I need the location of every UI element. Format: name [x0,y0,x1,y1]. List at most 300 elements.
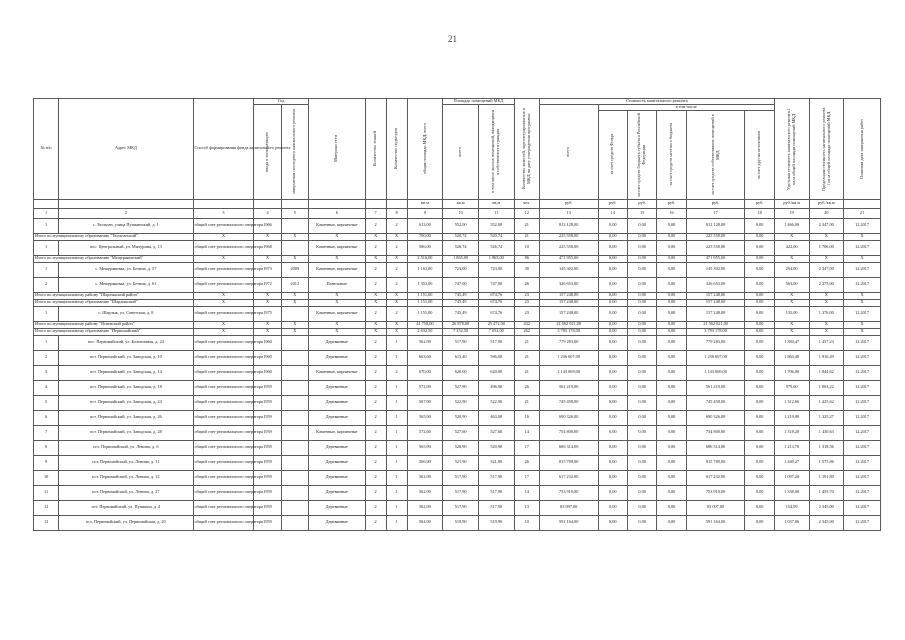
table-cell: 145 302,00 [686,262,745,277]
table-row [34,485,881,500]
table-cell: общий счет регионального оператора [193,277,254,292]
table-cell: 1959 [254,515,281,530]
table-cell: 12.2017 [844,306,881,321]
table-cell: 0,00 [657,500,686,515]
table-cell [281,306,308,321]
subtotal-cell: X [308,233,365,240]
table-cell: 2 [386,240,407,255]
table-cell [281,440,308,455]
table-cell: 0,00 [745,515,774,530]
subtotal-cell: X [308,255,365,262]
subtotal-cell: X [386,233,407,240]
table-cell: 12.2017 [844,455,881,470]
table-cell: 1 863,48 [774,350,809,365]
table-cell: общий счет регионального оператора [193,262,254,277]
table-cell: 519,90 [443,515,479,530]
table-cell: 0,00 [745,380,774,395]
subtotal-cell: 674,76 [478,299,514,306]
table-cell: 0,00 [598,410,627,425]
table-cell: 723,00 [478,262,514,277]
table-cell: 812 128,00 [539,218,598,233]
subtotal-cell: X [809,233,844,240]
header-fund-method: Способ формирования фонда капитального ремонта [193,99,254,200]
table-cell: 779 283,00 [686,335,745,350]
subtotal-cell: X [809,255,844,262]
table-cell: 12.2017 [844,365,881,380]
subtotal-cell: X [809,299,844,306]
table-cell: 17 [514,470,539,485]
table-cell: 521,90 [443,455,479,470]
table-cell: 2 [386,306,407,321]
table-cell: 517,90 [443,335,479,350]
table-cell: 1 [34,262,59,277]
subtotal-cell: X [308,321,365,328]
subtotal-cell: 0,00 [657,321,686,328]
table-cell: 0,00 [657,306,686,321]
table-cell: 12.2017 [844,410,881,425]
table-cell: 591 164,00 [686,515,745,530]
column-number-cell: 12 [514,208,539,218]
table-row [34,455,881,470]
table-cell [281,350,308,365]
table-cell: 1 213,78 [774,440,809,455]
header-no: № п/п [34,99,59,200]
subtotal-cell: X [386,328,407,335]
subtotal-row [34,328,881,335]
table-cell: 1 [386,470,407,485]
table-cell: 21 [514,365,539,380]
table-cell: 1 [386,485,407,500]
table-cell: общий счет регионального оператора [193,335,254,350]
table-cell: пос. Центральный, ул. Мичурина, д. 13 [59,240,193,255]
table-cell: 0,00 [598,262,627,277]
column-number-cell: 9 [407,208,443,218]
unit-cell: руб. [539,199,598,208]
unit-cell [193,199,254,208]
table-cell: 154,99 [774,500,809,515]
table-cell: 620,00 [443,365,479,380]
table-cell: общий счет регионального оператора [193,515,254,530]
table-cell: 779 283,00 [539,335,598,350]
subtotal-cell: X [365,299,386,306]
subtotal-label: Итого по муниципальному образованию "Шарлыкский" [34,299,194,306]
table-cell: 0,00 [745,425,774,440]
table-cell: 12 [34,500,59,515]
table-cell: 1966 [254,218,281,233]
table-cell: 0,00 [598,240,627,255]
table-row [34,240,881,255]
unit-cell [844,199,881,208]
table-cell: 12.2017 [844,440,881,455]
table-cell: 0,00 [745,277,774,292]
table-cell: 17 [514,440,539,455]
subtotal-cell: 21 562 021,00 [539,321,598,328]
table-cell: 16 [514,410,539,425]
registry-table [33,98,881,531]
table-cell: 552,00 [443,218,479,233]
table-cell: общий счет регионального оператора [193,425,254,440]
table-cell: 2 [365,395,386,410]
table-cell: 14 [514,425,539,440]
table-cell: 1 706,00 [774,365,809,380]
table-cell: 0,00 [598,440,627,455]
table-cell: 745 458,00 [686,395,745,410]
table-cell: 1 [386,395,407,410]
table-cell: 0,00 [657,395,686,410]
column-number-cell: 5 [281,208,308,218]
subtotal-label: Итого по муниципальному образованию "Первомайский" [34,328,194,335]
table-cell: 2 [365,515,386,530]
table-cell: 0,00 [598,365,627,380]
table-cell [281,335,308,350]
table-cell: 13 [514,500,539,515]
table-cell: общий счет регионального оператора [193,350,254,365]
table-cell: 0,00 [598,425,627,440]
table-cell: 12.2017 [844,335,881,350]
table-cell: общий счет регионального оператора [193,500,254,515]
subtotal-cell: X [844,255,881,262]
table-cell: пст. Первомайский, ул. Заводская, д. 10 [59,350,193,365]
subtotal-cell: X [809,321,844,328]
unit-cell [365,199,386,208]
table-cell [281,425,308,440]
column-number-cell: 15 [627,208,656,218]
table-cell: 1960 [254,365,281,380]
subtotal-cell: 0,00 [627,328,656,335]
subtotal-label: Итого по муниципальному району "Ясненский район" [34,321,194,328]
unit-cell: руб. [627,199,656,208]
table-cell: 1 430,63 [809,425,844,440]
table-cell [281,500,308,515]
table-cell: 613,40 [443,350,479,365]
table-cell [281,380,308,395]
table-cell: 1 [386,455,407,470]
table-cell: 0,00 [745,240,774,255]
table-cell: с. Шарлык, ул. Советская, д. 8 [59,306,193,321]
subtotal-cell: 0,00 [745,299,774,306]
table-cell [281,485,308,500]
table-cell: 5 [34,395,59,410]
page-number: 21 [448,34,457,44]
subtotal-cell: 0,00 [627,255,656,262]
table-cell: 0,00 [627,440,656,455]
table-cell: 12.2017 [844,262,881,277]
table-row [34,306,881,321]
table-cell: 812 128,00 [686,218,745,233]
table-cell: 26 [514,380,539,395]
unit-cell [281,199,308,208]
table-cell: 23 [514,306,539,321]
table-cell: 2 347,00 [809,218,844,233]
table-cell: 1 143 069,00 [686,365,745,380]
table-cell: 0,00 [598,500,627,515]
subtotal-cell: 86 [514,255,539,262]
subtotal-cell: X [254,292,281,299]
table-cell: 463,00 [478,410,514,425]
table-cell: 1 457,23 [809,335,844,350]
subtotal-cell: 2 516,00 [407,255,443,262]
table-cell: 2 [365,380,386,395]
table-cell: 754 800,00 [686,425,745,440]
table-cell: 690 326,00 [539,410,598,425]
table-cell: 517,90 [443,485,479,500]
header-fund: за счет средств Фонда [598,110,627,199]
table-cell: 1 466,00 [774,218,809,233]
table-cell: 561 219,00 [686,380,745,395]
table-cell: 2 [365,440,386,455]
table-cell: 2 [365,410,386,425]
subtotal-cell: X [844,299,881,306]
unit-cell: руб./кв.м [809,199,844,208]
table-cell: 12.2017 [844,470,881,485]
table-cell: 1959 [254,470,281,485]
table-cell: 566,90 [407,455,443,470]
table-cell: 567,90 [407,395,443,410]
table-cell: 2009 [281,262,308,277]
subtotal-cell: X [193,255,254,262]
table-row [34,500,881,515]
table-cell: 527,60 [478,425,514,440]
table-cell: 2 [365,240,386,255]
table-cell: 1 376,00 [809,306,844,321]
header-regional: за счет средств бюджета субъекта Российской Федерации [627,110,656,199]
subtotal-cell: 1 865,00 [478,255,514,262]
header-entrances: Количество подъездов [386,99,407,200]
subtotal-cell: 0,00 [598,255,627,262]
table-cell: общий счет регионального оператора [193,365,254,380]
table-cell: 0,00 [627,455,656,470]
subtotal-cell: 432 [514,321,539,328]
table-cell: Каменные, кирпичные [308,425,365,440]
subtotal-cell: 674,76 [478,292,514,299]
subtotal-cell: X [809,328,844,335]
subtotal-cell: X [193,292,254,299]
subtotal-cell: 23 [514,292,539,299]
table-cell: 586,00 [407,240,443,255]
table-cell: общий счет регионального оператора [193,218,254,233]
header-floors: Количество этажей [365,99,386,200]
table-cell: 2 [386,365,407,380]
subtotal-cell: 0,00 [598,299,627,306]
table-cell: 562,90 [407,485,443,500]
subtotal-cell: 0,00 [745,292,774,299]
table-cell: 157 248,00 [539,306,598,321]
table-cell: 1 318,20 [774,425,809,440]
table-cell: 1960 [254,335,281,350]
table-cell: Каменные, кирпичные [308,365,365,380]
table-cell: 0,00 [627,218,656,233]
table-cell: 522,90 [443,395,479,410]
table-cell: 11 [34,485,59,500]
subtotal-cell: X [281,292,308,299]
subtotal-cell: X [844,292,881,299]
table-row [34,410,881,425]
table-cell: 0,00 [657,485,686,500]
table-cell: Деревянные [308,485,365,500]
table-cell: 2 [365,470,386,485]
table-cell: 1 143 069,00 [539,365,598,380]
table-cell: 0,00 [627,410,656,425]
table-cell: 565,90 [407,410,443,425]
table-cell [281,240,308,255]
table-cell: 0,00 [657,240,686,255]
table-cell: 12.2017 [844,425,881,440]
table-cell: 0,00 [745,395,774,410]
table-row [34,395,881,410]
table-cell: 0,00 [598,515,627,530]
header-area-residential: в том числе жилых помещений, находящихся в собственности граждан [478,104,514,199]
table-cell: 4 [34,380,59,395]
table-cell: 0,00 [598,470,627,485]
subtotal-cell: 0,00 [657,233,686,240]
table-cell: 1 [34,306,59,321]
unit-cell [254,199,281,208]
subtotal-cell: X [774,292,809,299]
subtotal-cell: 0,00 [598,233,627,240]
table-cell: 12.2017 [844,350,881,365]
table-cell [281,218,308,233]
header-total-area: общая площадь МКД, всего [407,99,443,200]
table-cell: 754 800,00 [539,425,598,440]
unit-cell: кв.м [407,199,443,208]
table-cell: 2012 [281,277,308,292]
table-cell: 564,90 [407,515,443,530]
subtotal-cell: X [193,328,254,335]
subtotal-row [34,292,881,299]
subtotal-cell: 7 252,50 [443,328,479,335]
table-cell: 517,90 [443,500,479,515]
table-cell: 2 [365,306,386,321]
table-cell: 1959 [254,500,281,515]
column-number-cell: 2 [59,208,193,218]
table-cell: 2 [365,485,386,500]
unit-cell [308,199,365,208]
subtotal-cell: X [254,328,281,335]
table-cell: 1959 [254,410,281,425]
table-cell: 1 236 607,00 [539,350,598,365]
table-cell: пст. Первомайский, ул. Первомайская, д. 20 [59,515,193,530]
table-cell: 753 910,00 [539,485,598,500]
table-cell: 1 163,00 [407,262,443,277]
table-cell: 30 [514,262,539,277]
subtotal-cell: X [844,328,881,335]
subtotal-row [34,299,881,306]
subtotal-label: Итого по муниципальному району "Шарлыкский район" [34,292,194,299]
table-cell: 723,00 [443,262,479,277]
table-cell: 2 [386,218,407,233]
subtotal-cell: 157 248,00 [539,299,598,306]
column-number-cell: 19 [774,208,809,218]
table-cell: 0,00 [627,350,656,365]
table-cell: общий счет регионального оператора [193,440,254,455]
table-cell: 562,90 [407,500,443,515]
header-year-commission: ввода в эксплуатацию [254,104,281,199]
subtotal-cell: 157 248,00 [686,299,745,306]
table-cell: 562,90 [407,335,443,350]
column-number-cell: 17 [686,208,745,218]
table-cell: 326 653,00 [686,277,745,292]
table-cell: 0,00 [627,500,656,515]
table-cell: 527,60 [443,425,479,440]
subtotal-cell: 471 955,00 [686,255,745,262]
table-cell: Деревянные [308,410,365,425]
table-cell: 0,00 [627,425,656,440]
table-cell: Каменные, кирпичные [308,240,365,255]
table-cell: 1 455,70 [809,485,844,500]
subtotal-cell: 700,00 [407,233,443,240]
table-cell: 2 [365,425,386,440]
table-cell: пст. Первомайский, ул. Ленина, д. 6 [59,440,193,455]
table-cell: 1 236 607,00 [686,350,745,365]
table-cell: Деревянные [308,380,365,395]
column-numbers-row [34,208,881,218]
table-header [34,99,881,219]
header-cost-group: Стоимость капитального ремонта [539,99,774,105]
subtotal-cell: 225 558,00 [686,233,745,240]
table-cell: 0,00 [745,410,774,425]
header-residents: Количество жителей, зарегистрированных в МКД на дату утверждения программы [514,99,539,200]
subtotal-cell: X [365,292,386,299]
header-owners: за счет средств собственников помещений в МКД [686,110,745,199]
table-cell [281,395,308,410]
table-cell: 1 916,49 [809,350,844,365]
table-cell: 1 [386,515,407,530]
header-year-group: Год [254,99,309,105]
table-cell: 0,00 [657,350,686,365]
table-cell: 135,00 [774,306,809,321]
table-cell: 617 232,00 [686,470,745,485]
table-cell: 0,00 [627,335,656,350]
unit-cell: кв.м [478,199,514,208]
subtotal-cell: 23 [514,299,539,306]
table-cell: 591 164,00 [539,515,598,530]
subtotal-cell: X [254,321,281,328]
table-cell: 686 314,00 [686,440,745,455]
table-cell: 0,00 [657,277,686,292]
table-cell: общий счет регионального оператора [193,395,254,410]
table-cell [281,455,308,470]
table-cell: 0,00 [745,306,774,321]
table-row [34,380,881,395]
table-cell: 1 219,90 [774,410,809,425]
table-cell: общий счет регионального оператора [193,240,254,255]
table-cell: 1 575,86 [809,455,844,470]
table-cell: пст. Первомайский, ул. Ленина, д. 11 [59,455,193,470]
table-cell: общий счет регионального оператора [193,470,254,485]
table-cell: общий счет регионального оператора [193,380,254,395]
table-cell: 10 [514,515,539,530]
subtotal-row [34,255,881,262]
subtotal-cell: X [774,321,809,328]
table-cell: 572,90 [407,380,443,395]
table-cell: пст. Первомайский, ул. Пушкина, д. 4 [59,500,193,515]
table-cell: Каменные, кирпичные [308,218,365,233]
table-cell: 613,00 [407,218,443,233]
capital-repair-registry [33,98,881,531]
table-cell: 0,00 [627,262,656,277]
table-cell: Каменные, кирпичные [308,306,365,321]
table-cell: 83 097,00 [686,500,745,515]
table-cell: 1975 [254,306,281,321]
table-row [34,440,881,455]
table-cell: 1 [386,350,407,365]
table-cell: 517,90 [478,470,514,485]
table-cell: Каменные, кирпичные [308,262,365,277]
table-cell: 0,00 [627,515,656,530]
subtotal-cell: 0,00 [745,255,774,262]
table-cell: 815 789,00 [539,455,598,470]
table-cell: 2 347,00 [809,262,844,277]
